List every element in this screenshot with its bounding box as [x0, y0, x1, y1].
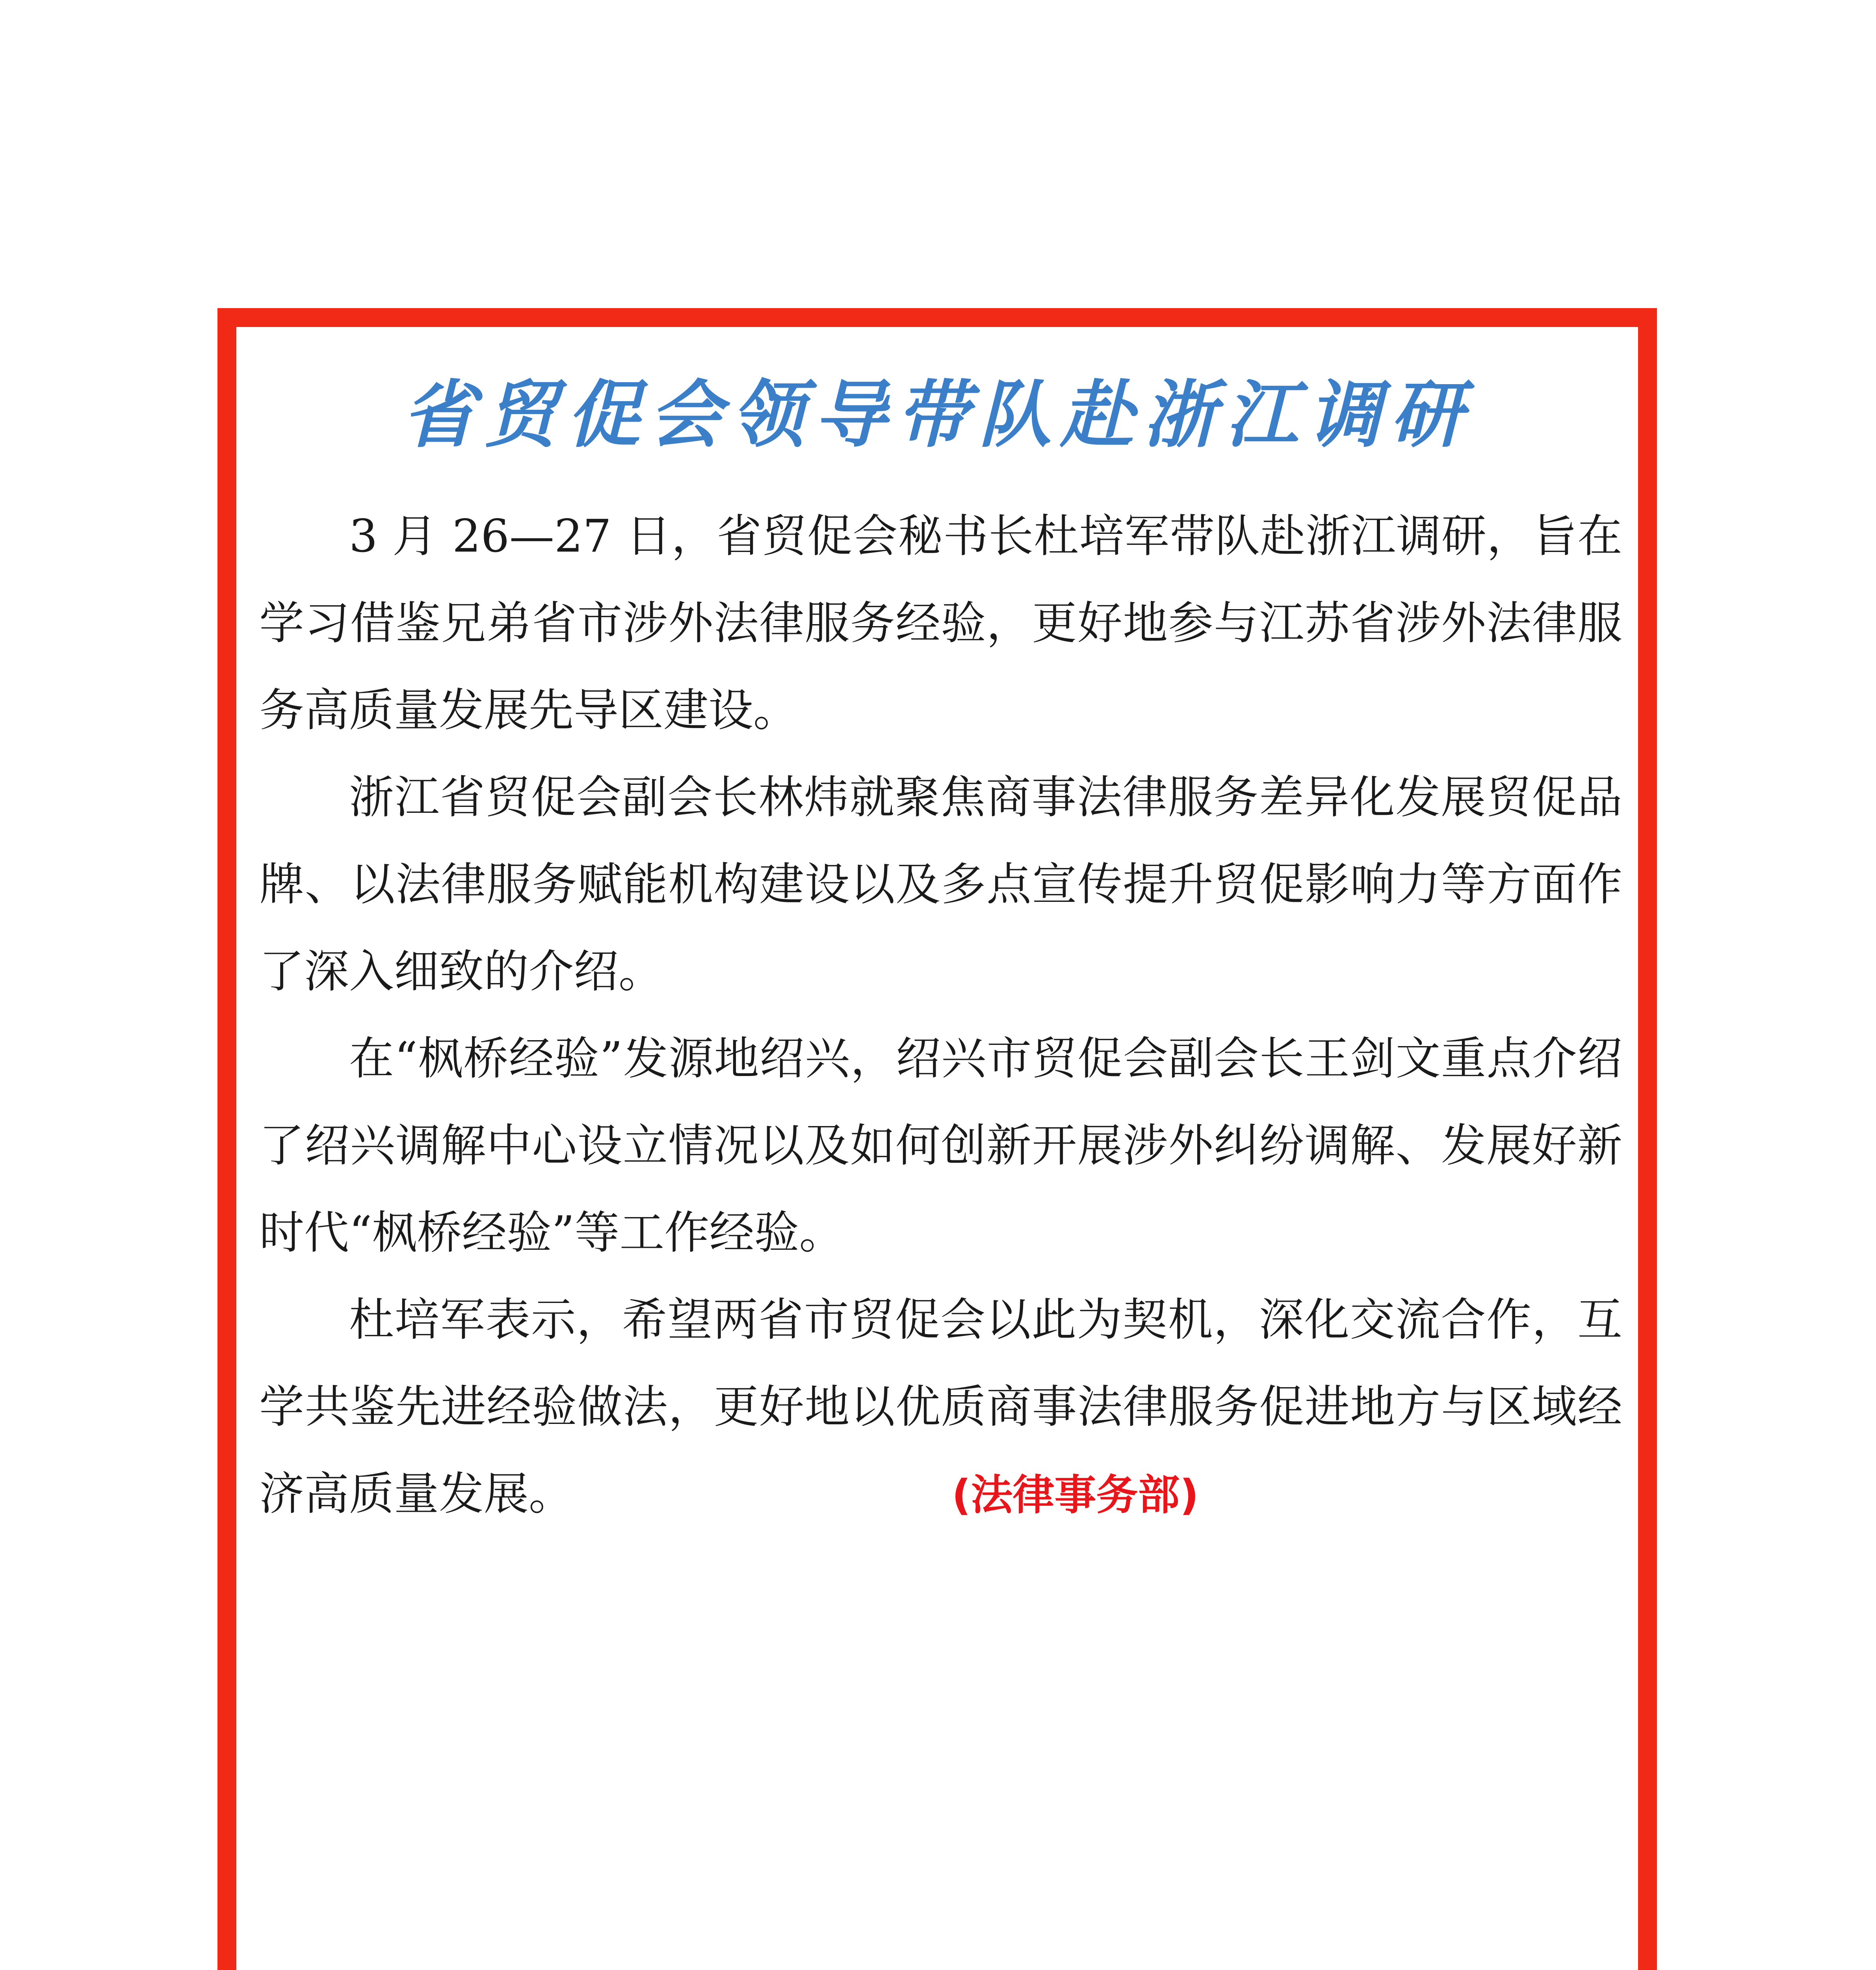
article-title: 省贸促会领导带队赴浙江调研 [402, 372, 1473, 457]
paragraph-2: 浙江省贸促会副会长林炜就聚焦商事法律服务差异化发展贸促品牌、以法律服务赋能机构建设以及多点宣传提升贸促影响力等方面作了深入细致的介绍。 [259, 771, 1622, 998]
article-body [259, 492, 1622, 1539]
department-credit: (法律事务部) [952, 1471, 1199, 1519]
paragraph-4 [259, 1276, 1622, 1539]
paragraph-4-text: 杜培军表示，希望两省市贸促会以此为契机，深化交流合作，互学共鉴先进经验做法，更好地以优质商事法律服务促进地方与区域经济高质量发展。 [259, 1294, 1622, 1520]
paragraph-1: 3 月 26—27 日，省贸促会秘书长杜培军带队赴浙江调研，旨在学习借鉴兄弟省市涉外法律服务经验，更好地参与江苏省涉外法律服务高质量发展先导区建设。 [259, 510, 1622, 736]
paragraph-3: 在“枫桥经验”发源地绍兴，绍兴市贸促会副会长王剑文重点介绍了绍兴调解中心设立情况以及如何创新开展涉外纠纷调解、发展好新时代“枫桥经验”等工作经验。 [259, 1032, 1623, 1259]
page-frame [217, 308, 1657, 1970]
